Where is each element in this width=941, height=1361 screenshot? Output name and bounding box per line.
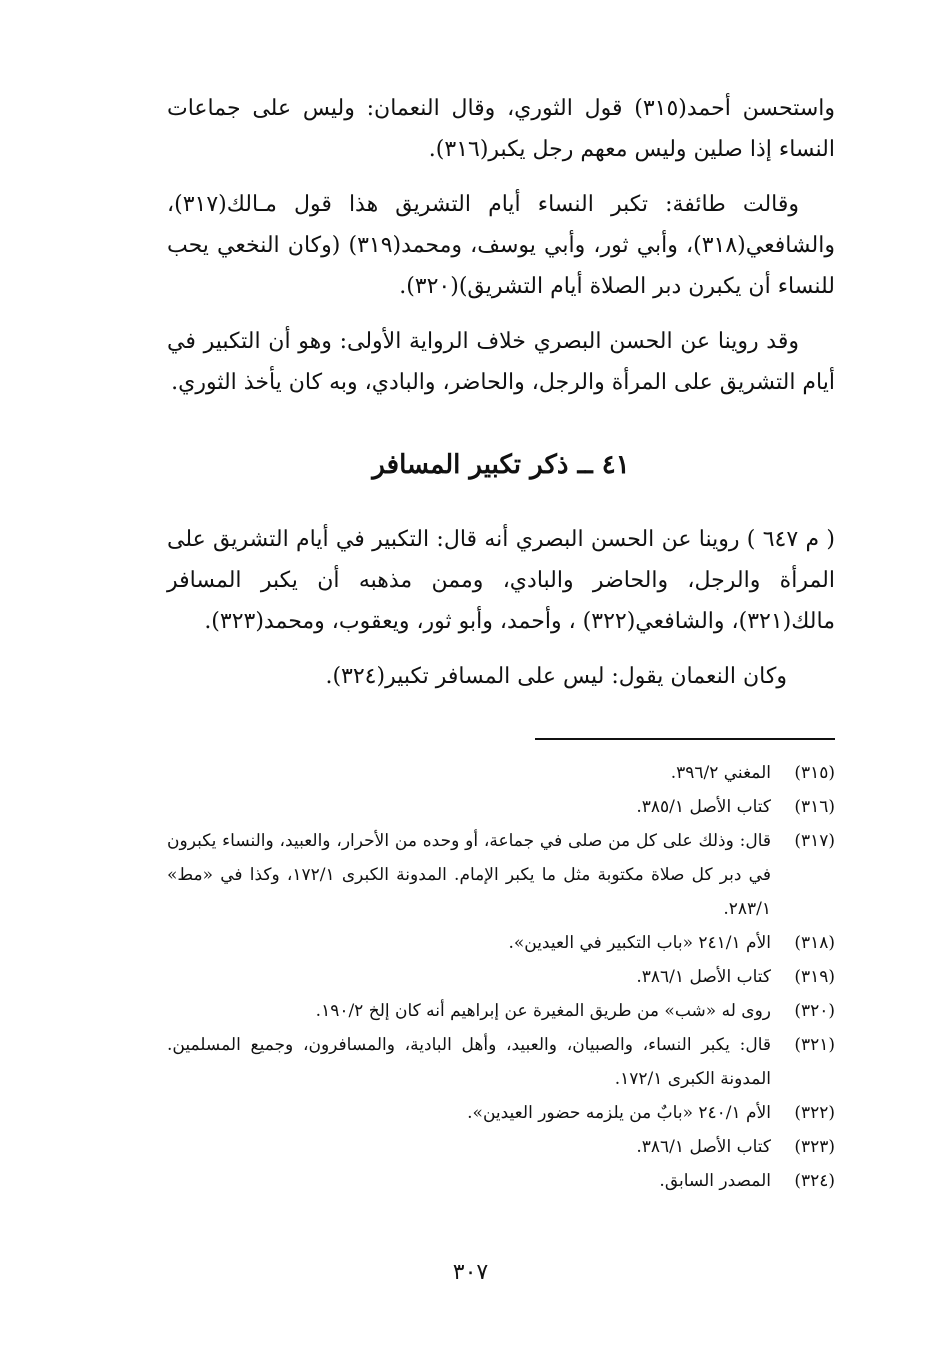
footnote-number: (٣١٧) [794,831,835,851]
footnote-text: المصدر السابق. [659,1171,771,1191]
footnote [167,1164,835,1198]
footnote-text: المغني ٣٩٦/٢. [670,763,771,783]
footnote-text: الأم ٢٤١/١ «باب التكبير في العيدين». [508,933,771,953]
footnote-text: الأم ٢٤٠/١ «بابٌ من يلزمه حضور العيدين». [467,1103,771,1123]
footnote-number: (٣١٥) [794,763,835,783]
footnote-text: قال: وذلك على كل من صلى في جماعة، أو وحده من الأحرار، والعبيد، والنساء يكبرون في دبر كل صلاة مكتوبة مثل ما يكبر الإمام. المدونة الكبرى ١٧٢/١، وكذا في «مط» ٢٨٣/١. [167,831,771,919]
paragraph-3: وقد روينا عن الحسن البصري خلاف الرواية الأولى: وهو أن التكبير في أيام التشريق على المرأة والرجل، والحاضر، والبادي، وبه كان يأخذ الثوري. [167,329,835,395]
footnote [167,824,835,926]
footnote [167,1028,835,1096]
footnote [167,1096,835,1130]
main-text [167,88,835,711]
paragraph-4: ( م ٦٤٧ ) روينا عن الحسن البصري أنه قال: التكبير في أيام التشريق على المرأة والرجل، والحاضر والبادي، وممن مذهبه أن يكبر المسافر مالك(٣٢١)، والشافعي(٣٢٢) ، وأحمد، وأبو ثور، ويعقوب، ومحمد(٣٢٣). [167,527,835,634]
footnotes [167,756,835,1198]
footnote-number: (٣٢٢) [794,1103,835,1123]
footnote-separator [535,738,835,740]
footnote-number: (٣٢٠) [794,1001,835,1021]
footnote-text: كتاب الأصل ٣٨٦/١. [636,1137,771,1157]
footnote-text: كتاب الأصل ٣٨٦/١. [636,967,771,987]
footnote-text: كتاب الأصل ٣٨٥/١. [636,797,771,817]
paragraph-5: وكان النعمان يقول: ليس على المسافر تكبير(٣٢٤). [325,664,787,689]
footnote-number: (٣١٩) [794,967,835,987]
footnote [167,756,835,790]
footnote [167,790,835,824]
footnote-text: قال: يكبر النساء، والصبيان، والعبيد، وأهل البادية، والمسافرون، وجميع المسلمين. المدونة الكبرى ١٧٢/١. [167,1035,771,1089]
footnote [167,926,835,960]
footnote-number: (٣٢٤) [794,1171,835,1191]
footnote-number: (٣١٨) [794,933,835,953]
footnote-number: (٣٢١) [794,1035,835,1055]
paragraph-1: واستحسن أحمد(٣١٥) قول الثوري، وقال النعمان: وليس على جماعات النساء إذا صلين وليس معهم رجل يكبر(٣١٦). [167,96,836,162]
page-number: ٣٠٧ [452,1260,489,1285]
footnote [167,994,835,1028]
paragraph-2: وقالت طائفة: تكبر النساء أيام التشريق هذا قول مـالك(٣١٧)، والشافعي(٣١٨)، وأبي ثور، وأبي يوسف، ومحمد(٣١٩) (وكان النخعي يحب للنساء أن يكبرن دبر الصلاة أيام التشريق)(٣٢٠). [167,192,835,299]
section-heading: ٤١ ــ ذكر تكبير المسافر [372,450,630,480]
footnote-text: روى له «شب» من طريق المغيرة عن إبراهيم أنه كان إلخ ١٩٠/٢. [315,1001,771,1021]
footnote-number: (٣١٦) [794,797,835,817]
footnote-number: (٣٢٣) [794,1137,835,1157]
footnote [167,1130,835,1164]
footnote [167,960,835,994]
